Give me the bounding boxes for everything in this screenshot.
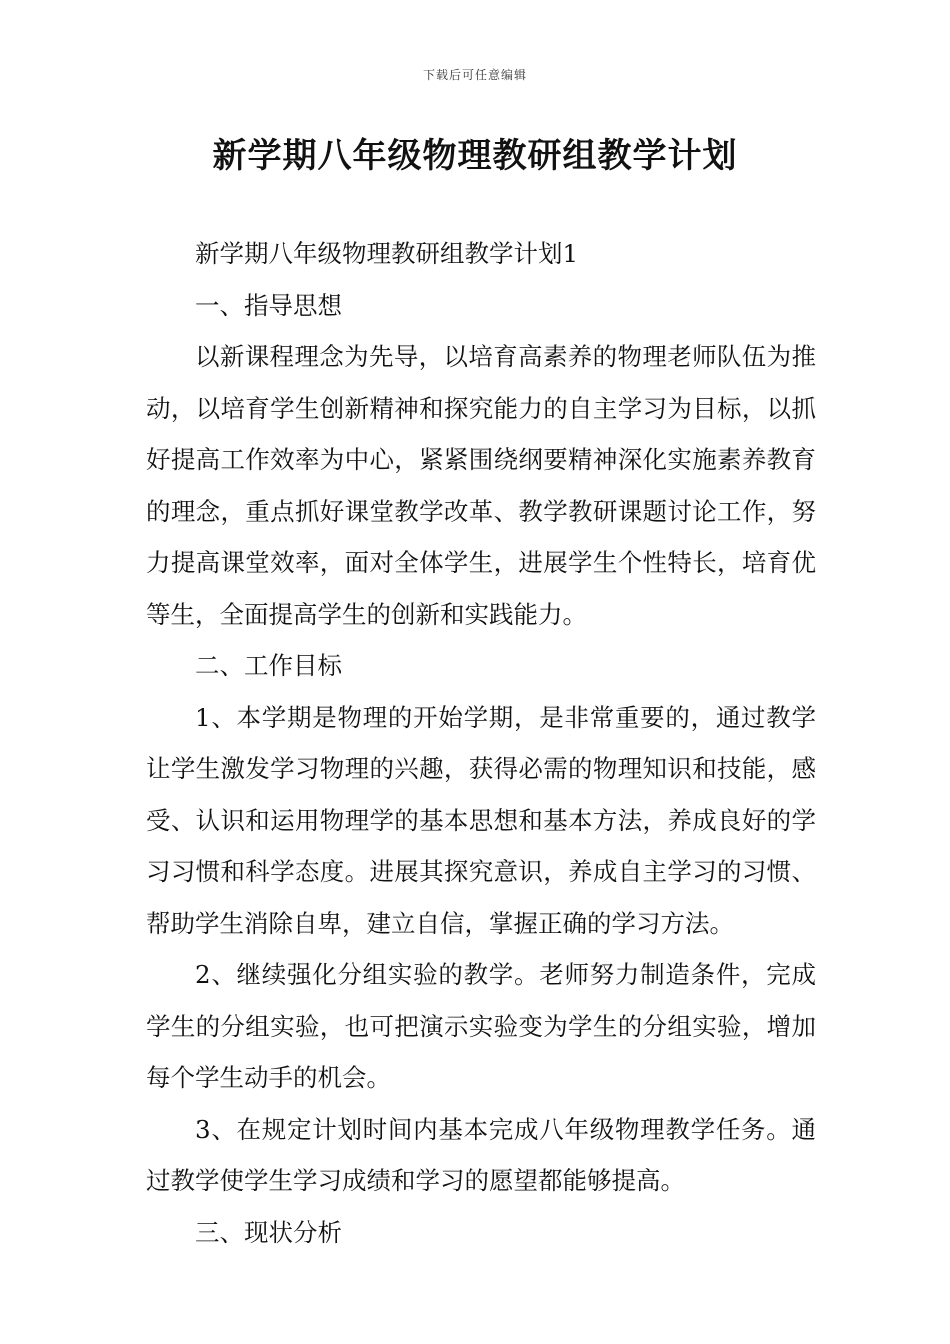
section-heading-guiding-ideas: 一、指导思想 [195, 290, 342, 320]
work-goal-item-3: 3、在规定计划时间内基本完成八年级物理教学任务。通过教学使学生学习成绩和学习的愿望都能够提高。 [146, 1114, 816, 1195]
document-body [146, 228, 816, 1258]
subtitle-paragraph: 新学期八年级物理教研组教学计划1 [195, 239, 579, 268]
section-heading-work-goals: 二、工作目标 [195, 651, 342, 680]
guiding-ideas-paragraph: 以新课程理念为先导，以培育高素养的物理老师队伍为推动，以培育学生创新精神和探究能力的自主学习为目标，以抓好提高工作效率为中心，紧紧围绕纲要精神深化实施素养教育的理念，重点抓好课堂教学改革、教学教研课题讨论工作，努力提高课堂效率，面对全体学生，进展学生个性特长，培育优等生，全面提高学生的创新和实践能力。 [146, 342, 816, 629]
section-heading-status-analysis: 三、现状分析 [195, 1217, 342, 1247]
work-goal-item-2: 2、继续强化分组实验的教学。老师努力制造条件，完成学生的分组实验，也可把演示实验变为学生的分组实验，增加每个学生动手的机会。 [146, 960, 816, 1092]
header-note: 下载后可任意编辑 [422, 68, 527, 82]
document-title: 新学期八年级物理教研组教学计划 [212, 136, 738, 176]
work-goal-item-1: 1、本学期是物理的开始学期，是非常重要的，通过教学让学生激发学习物理的兴趣，获得必需的物理知识和技能，感受、认识和运用物理学的基本思想和基本方法，养成良好的学习习惯和科学态度。进展其探究意识，养成自主学习的习惯、帮助学生消除自卑，建立自信，掌握正确的学习方法。 [146, 702, 816, 938]
